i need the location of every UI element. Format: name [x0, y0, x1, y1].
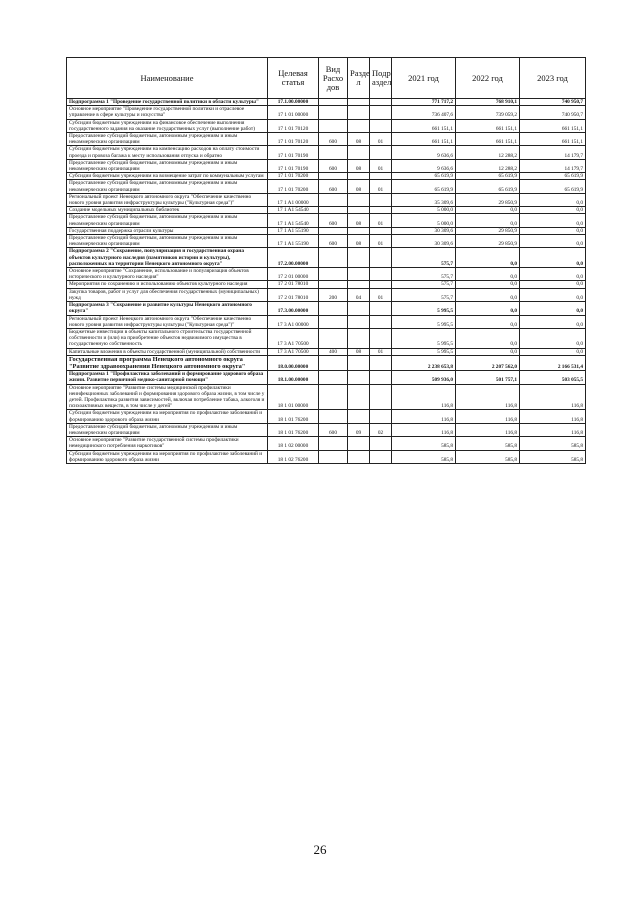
row-value-2022: 661 151,1 [456, 119, 520, 132]
row-value-2021: 5 995,5 [392, 315, 456, 328]
row-expense-type [319, 328, 348, 348]
row-section [348, 207, 370, 214]
row-value-2022: 116,8 [456, 384, 520, 410]
row-subsection [370, 248, 392, 268]
row-name: Закупка товаров, работ и услуг для обеспечения государственных (муниципальных) нужд [67, 288, 268, 301]
row-target-article: 17 1 01 70200 [268, 180, 319, 193]
row-name: Создание модельных муниципальных библиотек [67, 207, 268, 214]
row-value-2021: 9 636,6 [392, 146, 456, 159]
row-expense-type [319, 173, 348, 180]
row-name: Региональный проект Ненецкого автономного округа "Обеспечение качественно нового уровня развития инфраструктуры культуры ("Культурная среда")" [67, 315, 268, 328]
row-target-article: 18 1 02 76200 [268, 450, 319, 463]
header-year-2022: 2022 год [456, 58, 520, 99]
row-value-2023: 0,0 [520, 348, 586, 355]
row-subsection [370, 410, 392, 423]
row-name: Субсидии бюджетным учреждениям на мероприятия по профилактике заболеваний и формированию здорового образа жизни [67, 450, 268, 463]
row-value-2021: 116,8 [392, 384, 456, 410]
row-target-article: 17 2 01 00000 [268, 268, 319, 281]
table-row [67, 315, 586, 328]
row-subsection [370, 268, 392, 281]
table-row [67, 371, 586, 384]
row-section [348, 268, 370, 281]
row-expense-type [319, 248, 348, 268]
row-target-article: 17 3 A1 70500 [268, 328, 319, 348]
row-name: Подпрограмма 1 "Профилактика заболеваний и формирование здорового образа жизни. Развитие первичной медико-санитарной помощи" [67, 371, 268, 384]
row-value-2021: 771 717,2 [392, 99, 456, 106]
row-value-2021: 5 995,5 [392, 302, 456, 315]
row-subsection [370, 355, 392, 370]
header-subsection: Подр аздел [370, 58, 392, 99]
row-section [348, 227, 370, 234]
table-row [67, 106, 586, 119]
row-value-2022: 65 619,9 [456, 180, 520, 193]
row-section [348, 410, 370, 423]
row-value-2023: 0,0 [520, 227, 586, 234]
row-target-article: 18 1 02 00000 [268, 437, 319, 450]
row-subsection: 01 [370, 288, 392, 301]
table-row [67, 384, 586, 410]
row-target-article: 18 1 01 76200 [268, 410, 319, 423]
row-target-article: 17 1 01 70190 [268, 146, 319, 159]
row-section [348, 371, 370, 384]
row-target-article: 17 1 A1 55190 [268, 227, 319, 234]
row-value-2022: 0,0 [456, 328, 520, 348]
row-target-article: 17 3 A1 00000 [268, 315, 319, 328]
row-expense-type: 600 [319, 235, 348, 248]
row-section [348, 437, 370, 450]
row-subsection: 02 [370, 423, 392, 436]
row-target-article: 18.0.00.00000 [268, 355, 319, 370]
row-name: Подпрограмма 3 "Сохранение и развитие культуры Ненецкого автономного округа" [67, 302, 268, 315]
row-name: Субсидии бюджетным учреждениям на компенсацию расходов на оплату стоимости проезда и провоза багажа к месту использования отпуска и обратно [67, 146, 268, 159]
row-value-2022: 0,0 [456, 348, 520, 355]
row-subsection: 01 [370, 214, 392, 227]
row-value-2021: 35 309,6 [392, 193, 456, 206]
row-section [348, 106, 370, 119]
row-value-2023: 65 619,9 [520, 180, 586, 193]
row-value-2023: 0,0 [520, 248, 586, 268]
row-value-2021: 575,7 [392, 281, 456, 288]
row-name: Подпрограмма 2 "Сохранение, популяризация и государственная охрана объектов культурного наследия (памятников истории и культуры), расположенных на территории Ненецкого автономного округа" [67, 248, 268, 268]
table-row [67, 423, 586, 436]
table-row [67, 133, 586, 146]
row-value-2023: 116,8 [520, 384, 586, 410]
row-value-2022: 116,8 [456, 410, 520, 423]
row-target-article: 17.2.00.00000 [268, 248, 319, 268]
row-target-article: 17.1.00.00000 [268, 99, 319, 106]
row-value-2023: 65 619,9 [520, 173, 586, 180]
row-target-article: 17 1 01 70200 [268, 173, 319, 180]
row-value-2023: 0,0 [520, 235, 586, 248]
row-value-2023: 740 950,7 [520, 99, 586, 106]
row-subsection: 01 [370, 348, 392, 355]
table-row [67, 281, 586, 288]
table-row [67, 207, 586, 214]
table-row [67, 288, 586, 301]
row-name: Основное мероприятие "Проведение государственной политики и отраслевое управление в сфере культуры и искусства" [67, 106, 268, 119]
row-value-2023: 585,8 [520, 437, 586, 450]
row-value-2023: 14 179,7 [520, 159, 586, 172]
row-value-2021: 509 936,0 [392, 371, 456, 384]
row-expense-type [319, 268, 348, 281]
row-value-2023: 0,0 [520, 268, 586, 281]
row-name: Основное мероприятие "Сохранение, использование и популяризация объектов исторического и культурного наследия" [67, 268, 268, 281]
row-value-2021: 30 309,6 [392, 235, 456, 248]
row-target-article: 17 1 01 70190 [268, 159, 319, 172]
row-value-2022: 29 850,9 [456, 227, 520, 234]
row-value-2021: 661 151,1 [392, 133, 456, 146]
row-subsection [370, 106, 392, 119]
row-value-2022: 0,0 [456, 281, 520, 288]
row-target-article: 18.1.00.00000 [268, 371, 319, 384]
table-row [67, 437, 586, 450]
row-value-2022: 0,0 [456, 214, 520, 227]
row-value-2022: 12 288,2 [456, 159, 520, 172]
row-value-2021: 585,8 [392, 450, 456, 463]
row-value-2023: 0,0 [520, 207, 586, 214]
row-value-2022: 29 850,9 [456, 235, 520, 248]
row-subsection [370, 281, 392, 288]
row-expense-type [319, 384, 348, 410]
row-value-2021: 65 619,9 [392, 173, 456, 180]
row-target-article: 18 1 01 76200 [268, 423, 319, 436]
row-subsection: 01 [370, 235, 392, 248]
row-name: Мероприятия по сохранению и использованию объектов культурного наследия [67, 281, 268, 288]
row-section [348, 146, 370, 159]
row-target-article: 17 2 01 78010 [268, 281, 319, 288]
row-value-2021: 575,7 [392, 268, 456, 281]
row-value-2022: 116,8 [456, 423, 520, 436]
row-expense-type [319, 119, 348, 132]
row-value-2021: 736 407,6 [392, 106, 456, 119]
row-value-2021: 65 619,9 [392, 180, 456, 193]
table-row [67, 410, 586, 423]
row-value-2022: 585,8 [456, 437, 520, 450]
row-subsection [370, 437, 392, 450]
header-expense-type: Вид Расхо дов [319, 58, 348, 99]
row-expense-type [319, 227, 348, 234]
row-section [348, 99, 370, 106]
row-expense-type [319, 437, 348, 450]
row-name: Предоставление субсидий бюджетным, автономным учреждениям и иным некоммерческим организациям [67, 159, 268, 172]
table-row [67, 159, 586, 172]
row-expense-type [319, 410, 348, 423]
row-target-article: 17 2 01 78010 [268, 288, 319, 301]
page-number: 26 [313, 842, 327, 857]
row-value-2023: 0,0 [520, 214, 586, 227]
row-value-2023: 0,0 [520, 302, 586, 315]
row-value-2021: 575,7 [392, 248, 456, 268]
table-row [67, 450, 586, 463]
row-name: Подпрограмма 1 "Проведение государственной политики в области культуры" [67, 99, 268, 106]
row-value-2023: 116,8 [520, 410, 586, 423]
row-expense-type [319, 450, 348, 463]
header-name: Наименование [67, 58, 268, 99]
row-name: Предоставление субсидий бюджетным, автономным учреждениям и иным некоммерческим организациям [67, 235, 268, 248]
row-target-article: 17 1 A1 55190 [268, 235, 319, 248]
row-value-2022: 585,8 [456, 450, 520, 463]
row-section [348, 281, 370, 288]
row-subsection [370, 328, 392, 348]
row-section: 04 [348, 288, 370, 301]
row-value-2022: 0,0 [456, 248, 520, 268]
row-subsection: 01 [370, 180, 392, 193]
row-section [348, 173, 370, 180]
row-name: Субсидии бюджетным учреждениям на мероприятия по профилактике заболеваний и формированию здорового образа жизни [67, 410, 268, 423]
row-target-article: 17 1 A1 54540 [268, 214, 319, 227]
row-value-2022: 501 757,1 [456, 371, 520, 384]
row-value-2023: 661 151,1 [520, 133, 586, 146]
table-row [67, 119, 586, 132]
row-subsection [370, 450, 392, 463]
row-value-2022: 739 059,2 [456, 106, 520, 119]
row-value-2023: 585,8 [520, 450, 586, 463]
row-name: Предоставление субсидий бюджетным, автономным учреждениям и иным некоммерческим организациям [67, 214, 268, 227]
row-value-2023: 0,0 [520, 193, 586, 206]
table-row [67, 328, 586, 348]
header-target-article: Целевая статья [268, 58, 319, 99]
row-expense-type [319, 371, 348, 384]
row-value-2022: 2 207 562,0 [456, 355, 520, 370]
row-name: Региональный проект Ненецкого автономного округа "Обеспечение качественно нового уровня развития инфраструктуры культуры ("Культурная среда")" [67, 193, 268, 206]
row-section [348, 302, 370, 315]
row-section: 09 [348, 423, 370, 436]
row-target-article: 17 3 A1 70500 [268, 348, 319, 355]
row-expense-type: 600 [319, 423, 348, 436]
row-section: 08 [348, 235, 370, 248]
row-value-2021: 9 636,6 [392, 159, 456, 172]
row-name: Основное мероприятие "Развитие системы медицинской профилактики неинфекционных заболеваний и формирования здорового образа жизни, в том числе у детей. Профилактика развития зависимостей, включая потребление табака, алкоголя и психоактивных веществ, в том числе у детей" [67, 384, 268, 410]
row-expense-type [319, 281, 348, 288]
row-value-2022: 29 850,9 [456, 193, 520, 206]
row-expense-type [319, 315, 348, 328]
header-year-2023: 2023 год [520, 58, 586, 99]
row-value-2021: 585,8 [392, 437, 456, 450]
row-value-2021: 2 238 653,8 [392, 355, 456, 370]
row-target-article: 17 1 01 70120 [268, 133, 319, 146]
row-expense-type [319, 146, 348, 159]
row-value-2022: 0,0 [456, 288, 520, 301]
row-expense-type: 600 [319, 214, 348, 227]
row-target-article: 17 1 01 00000 [268, 106, 319, 119]
row-section [348, 328, 370, 348]
row-expense-type [319, 99, 348, 106]
table-row [67, 99, 586, 106]
row-value-2023: 740 950,7 [520, 106, 586, 119]
row-name: Предоставление субсидий бюджетным, автономным учреждениям и иным некоммерческим организациям [67, 423, 268, 436]
row-subsection [370, 227, 392, 234]
row-subsection [370, 371, 392, 384]
row-subsection [370, 119, 392, 132]
row-expense-type [319, 302, 348, 315]
row-expense-type [319, 355, 348, 370]
row-value-2021: 575,7 [392, 288, 456, 301]
table-row [67, 214, 586, 227]
row-subsection [370, 315, 392, 328]
row-section: 08 [348, 348, 370, 355]
table-row [67, 193, 586, 206]
row-name: Предоставление субсидий бюджетным, автономным учреждениям и иным некоммерческим организациям [67, 133, 268, 146]
row-section [348, 315, 370, 328]
row-value-2023: 0,0 [520, 315, 586, 328]
row-value-2021: 116,8 [392, 423, 456, 436]
row-value-2023: 503 055,5 [520, 371, 586, 384]
row-subsection [370, 173, 392, 180]
row-subsection [370, 146, 392, 159]
row-section: 08 [348, 180, 370, 193]
row-value-2022: 0,0 [456, 207, 520, 214]
header-section: Разде л [348, 58, 370, 99]
row-name: Основное мероприятие "Развитие государственной системы профилактики немедицинского потребления наркотиков" [67, 437, 268, 450]
row-value-2022: 0,0 [456, 315, 520, 328]
table-row [67, 268, 586, 281]
row-value-2022: 0,0 [456, 268, 520, 281]
row-target-article: 17.3.00.00000 [268, 302, 319, 315]
row-value-2021: 5 000,0 [392, 207, 456, 214]
row-name: Государственная программа Ненецкого автономного округа "Развитие здравоохранения Ненецкого автономного округа" [67, 355, 268, 370]
table-header-row [67, 58, 586, 99]
row-name: Бюджетные инвестиции в объекты капитального строительства государственной собственности и (или) на приобретение объектов недвижимого имущества в государственную собственность [67, 328, 268, 348]
row-expense-type [319, 207, 348, 214]
table-row [67, 180, 586, 193]
table-body [67, 99, 586, 464]
row-section [348, 248, 370, 268]
row-name: Предоставление субсидий бюджетным, автономным учреждениям и иным некоммерческим организациям [67, 180, 268, 193]
row-target-article: 17 1 01 70120 [268, 119, 319, 132]
row-expense-type: 600 [319, 180, 348, 193]
row-section: 08 [348, 133, 370, 146]
row-value-2022: 0,0 [456, 302, 520, 315]
row-value-2023: 116,8 [520, 423, 586, 436]
table-row [67, 235, 586, 248]
row-section [348, 450, 370, 463]
table-row [67, 355, 586, 370]
row-name: Капитальные вложения в объекты государственной (муниципальной) собственности [67, 348, 268, 355]
row-value-2023: 661 151,1 [520, 119, 586, 132]
row-name: Государственная поддержка отрасли культуры [67, 227, 268, 234]
table-row [67, 227, 586, 234]
row-value-2021: 5 995,5 [392, 328, 456, 348]
table-row [67, 302, 586, 315]
row-subsection [370, 302, 392, 315]
row-section [348, 119, 370, 132]
row-subsection: 01 [370, 159, 392, 172]
row-value-2021: 116,8 [392, 410, 456, 423]
row-section [348, 355, 370, 370]
table-row [67, 348, 586, 355]
row-target-article: 17 1 A1 54540 [268, 207, 319, 214]
row-value-2023: 0,0 [520, 281, 586, 288]
row-expense-type [319, 106, 348, 119]
header-year-2021: 2021 год [392, 58, 456, 99]
row-value-2022: 12 288,2 [456, 146, 520, 159]
row-value-2023: 0,0 [520, 288, 586, 301]
table-row [67, 248, 586, 268]
row-expense-type: 200 [319, 288, 348, 301]
row-name: Субсидии бюджетным учреждениям на финансовое обеспечение выполнения государственного задания на оказание государственных услуг (выполнение работ) [67, 119, 268, 132]
row-value-2021: 5 000,0 [392, 214, 456, 227]
budget-table [66, 57, 586, 464]
row-section: 08 [348, 159, 370, 172]
row-value-2022: 768 910,1 [456, 99, 520, 106]
row-expense-type [319, 193, 348, 206]
row-value-2021: 661 151,1 [392, 119, 456, 132]
row-value-2023: 14 179,7 [520, 146, 586, 159]
row-subsection [370, 99, 392, 106]
row-value-2021: 5 995,5 [392, 348, 456, 355]
row-section [348, 193, 370, 206]
row-subsection [370, 193, 392, 206]
row-subsection: 01 [370, 133, 392, 146]
row-target-article: 18 1 01 00000 [268, 384, 319, 410]
row-section [348, 384, 370, 410]
row-subsection [370, 207, 392, 214]
table-row [67, 146, 586, 159]
row-value-2023: 2 166 531,4 [520, 355, 586, 370]
row-expense-type: 600 [319, 133, 348, 146]
row-value-2023: 0,0 [520, 328, 586, 348]
row-subsection [370, 384, 392, 410]
row-target-article: 17 1 A1 00000 [268, 193, 319, 206]
row-expense-type: 400 [319, 348, 348, 355]
row-value-2022: 661 151,1 [456, 133, 520, 146]
row-value-2022: 65 619,9 [456, 173, 520, 180]
row-expense-type: 600 [319, 159, 348, 172]
row-name: Субсидии бюджетным учреждениям на возмещение затрат по коммунальным услугам [67, 173, 268, 180]
row-section: 08 [348, 214, 370, 227]
row-value-2021: 30 309,6 [392, 227, 456, 234]
table-row [67, 173, 586, 180]
